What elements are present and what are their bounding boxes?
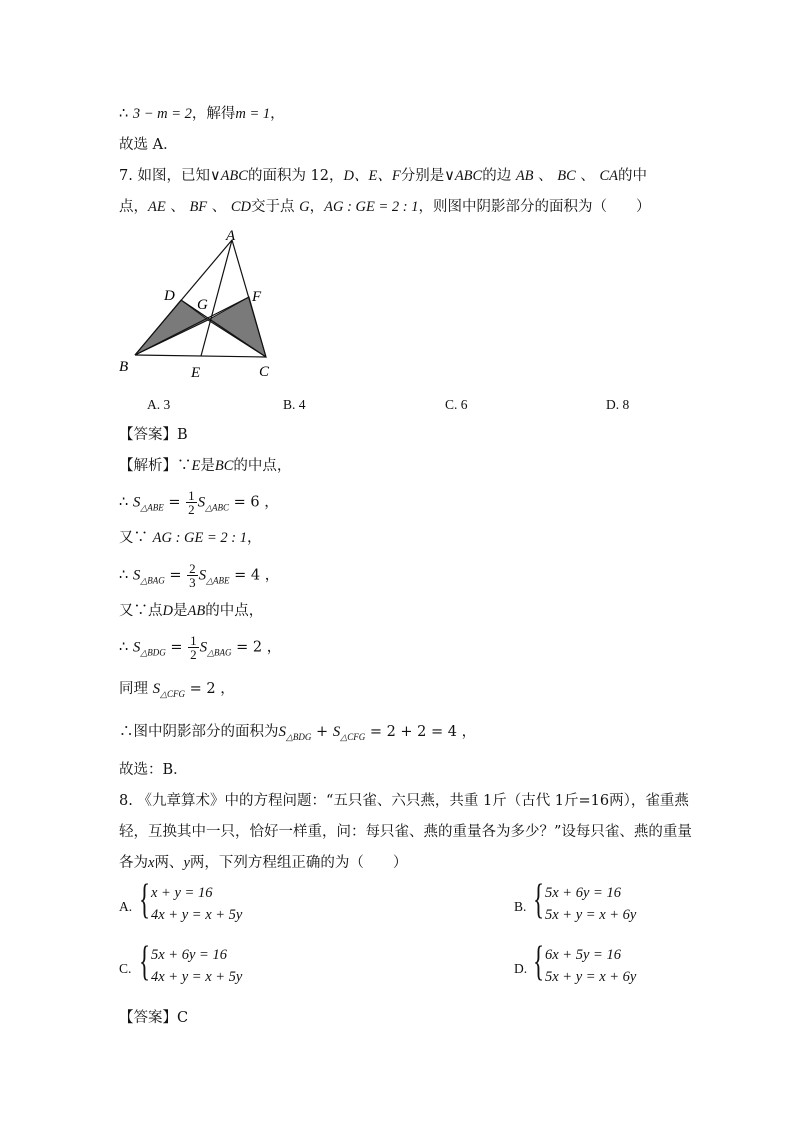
q7-option-c: C. 6 — [445, 397, 468, 412]
text: 是 — [200, 458, 215, 474]
side-ab — [135, 240, 232, 355]
text: 是 — [172, 603, 188, 619]
equation-1: 5x + 6y = 16 — [545, 885, 621, 901]
area-symbol: S — [152, 681, 161, 697]
text: 两，下列方程组正确的为（ ） — [189, 855, 408, 871]
q7-option-b: B. 4 — [283, 397, 306, 412]
text: = 2 + 2 = 4 ， — [365, 724, 477, 740]
subscript: △BAG — [207, 647, 232, 658]
analysis-line-1 — [119, 456, 291, 476]
q8-option-d-system — [533, 939, 673, 991]
analysis-line-3 — [119, 528, 261, 548]
point: G — [299, 199, 310, 215]
equation-2: 4x + y = x + 5y — [151, 907, 243, 923]
q8-option-c-system — [139, 939, 279, 991]
equation-1: 5x + 6y = 16 — [151, 947, 227, 963]
segment: CA — [599, 168, 619, 184]
label-d: D — [164, 288, 175, 304]
point: D — [162, 603, 173, 619]
text: 分别是 — [400, 168, 445, 184]
q8-option-a-label: A. — [119, 899, 133, 914]
question-8-line-3 — [119, 853, 407, 873]
text: 、 — [538, 168, 553, 184]
subscript: △BAG — [140, 575, 165, 586]
text: = 6 ， — [229, 494, 279, 511]
analysis-line-4 — [119, 562, 279, 591]
text: ∴ — [119, 494, 133, 511]
subscript: △BDG — [140, 647, 166, 658]
analysis-line-9: 故选：B． — [119, 762, 188, 778]
text: ，则图中阴影部分的面积为（ ） — [418, 199, 651, 215]
text: 的中 — [618, 168, 648, 184]
text: = — [164, 567, 187, 584]
equation-2: 4x + y = x + 5y — [151, 969, 243, 985]
text: 的中点， — [233, 458, 292, 474]
text: + — [311, 724, 333, 740]
subscript: △ABE — [206, 575, 230, 586]
side-bc — [135, 355, 266, 357]
analysis-line-2 — [119, 489, 279, 518]
label-g: G — [197, 297, 208, 313]
analysis-line-8 — [119, 722, 476, 747]
text: = 2 ， — [185, 681, 235, 697]
equation-1: 6x + 5y = 16 — [545, 947, 621, 963]
q7-option-d: D. 8 — [606, 397, 630, 412]
ratio: AG : GE = 2 : 1 — [152, 530, 247, 546]
answer-8: 【答案】C — [119, 1010, 189, 1026]
brace-icon: { — [533, 877, 545, 923]
text: ， — [270, 106, 285, 122]
area-symbol: S — [132, 494, 141, 511]
solution-line-1 — [119, 104, 285, 124]
variable: y — [183, 855, 190, 871]
text: 的中点， — [205, 603, 264, 619]
subscript: △ABE — [140, 502, 164, 513]
text: ∴ — [119, 639, 133, 656]
q8-option-b-system — [533, 877, 673, 929]
text: 的边 — [482, 168, 512, 184]
ratio: AG : GE = 2 : 1 — [324, 199, 419, 215]
area-symbol: S — [197, 494, 206, 511]
text: 的面积为 12， — [247, 168, 344, 184]
text: ， — [309, 199, 325, 215]
subscript: △CFG — [160, 689, 186, 699]
text: 交于点 — [251, 199, 295, 215]
numerator: 2 — [189, 561, 196, 576]
text: 同理 — [119, 681, 153, 697]
denominator: 2 — [190, 647, 197, 662]
q8-option-a-system — [139, 877, 279, 929]
label-e: E — [191, 365, 201, 381]
text: 、 — [580, 168, 595, 184]
fraction — [187, 562, 198, 589]
q8-option-c-label: C. — [119, 961, 132, 976]
area-symbol: S — [332, 724, 341, 740]
text: 【解析】∵ — [119, 458, 192, 474]
text: = — [163, 494, 186, 511]
text: 7. 如图，已知 — [119, 168, 210, 184]
equation: m = 1 — [235, 106, 271, 122]
question-8-line-2: 轻，互换其中一只，恰好一样重，问：每只雀、燕的重量各为多少？”设每只雀、燕的重量 — [119, 824, 692, 840]
segment: CD — [230, 199, 252, 215]
therefore-symbol: ∴ — [119, 106, 133, 122]
variable: x — [148, 855, 155, 871]
text: ， — [246, 530, 262, 546]
fraction — [188, 634, 199, 661]
text: = 4 ， — [229, 567, 280, 584]
point: E — [191, 458, 201, 474]
equation: 3 − m = 2 — [132, 106, 192, 122]
text: ，解得 — [191, 106, 236, 122]
equation-2: 5x + y = x + 6y — [545, 969, 637, 985]
brace-icon: { — [139, 939, 151, 985]
text: 点， — [119, 199, 148, 215]
answer-7: 【答案】B — [119, 427, 188, 443]
area-symbol: S — [199, 639, 208, 656]
text: 两、 — [154, 855, 184, 871]
denominator: 3 — [189, 575, 196, 590]
analysis-line-7 — [119, 679, 235, 704]
q7-option-a: A. 3 — [147, 397, 171, 412]
text: 又∵ — [119, 530, 153, 546]
subscript: △ABC — [205, 502, 230, 513]
label-b: B — [119, 359, 129, 375]
solution-line-2: 故选 A． — [119, 137, 178, 153]
text: ∴ — [119, 567, 133, 584]
fraction — [186, 489, 197, 516]
brace-icon: { — [533, 939, 545, 985]
question-7-line-2 — [119, 197, 650, 217]
equation-1: x + y = 16 — [151, 885, 213, 901]
denominator: 2 — [188, 502, 195, 517]
text: 又∵点 — [119, 603, 163, 619]
brace-icon: { — [139, 877, 151, 923]
text: = — [165, 639, 188, 656]
points: D、E、F — [343, 168, 401, 184]
label-f: F — [252, 289, 262, 305]
segment: AB — [187, 603, 206, 619]
label-c: C — [259, 364, 270, 380]
area-symbol: S — [132, 639, 141, 656]
question-8-line-1: 8. 《九章算术》中的方程问题：“五只雀、六只燕，共重 1斤（古代 1斤=16两），雀重燕 — [119, 793, 689, 809]
area-symbol: S — [278, 724, 286, 740]
text: 、 — [170, 199, 185, 215]
triangle-figure — [110, 222, 290, 382]
q8-option-d-label: D. — [514, 961, 528, 976]
text: = 2 ， — [231, 639, 282, 656]
segment: BC — [557, 168, 576, 184]
q8-option-b-label: B. — [514, 899, 527, 914]
numerator: 1 — [190, 633, 197, 648]
analysis-line-5 — [119, 601, 263, 621]
text: 各为 — [119, 855, 148, 871]
equation-2: 5x + y = x + 6y — [545, 907, 637, 923]
text: ∴图中阴影部分的面积为 — [119, 724, 279, 740]
triangle-symbol: ∨ABC — [209, 168, 248, 184]
text: 、 — [211, 199, 227, 215]
triangle-symbol: ∨ABC — [444, 168, 483, 184]
area-symbol: S — [198, 567, 207, 584]
numerator: 1 — [188, 488, 195, 503]
segment: AB — [515, 168, 534, 184]
question-7-line-1 — [119, 166, 647, 186]
subscript: △BDG — [286, 732, 312, 742]
subscript: △CFG — [340, 732, 366, 742]
segment: AE — [148, 199, 166, 215]
segment: BF — [189, 199, 208, 215]
analysis-line-6 — [119, 634, 281, 663]
segment: BC — [214, 458, 234, 474]
label-a: A — [226, 228, 236, 244]
area-symbol: S — [132, 567, 141, 584]
